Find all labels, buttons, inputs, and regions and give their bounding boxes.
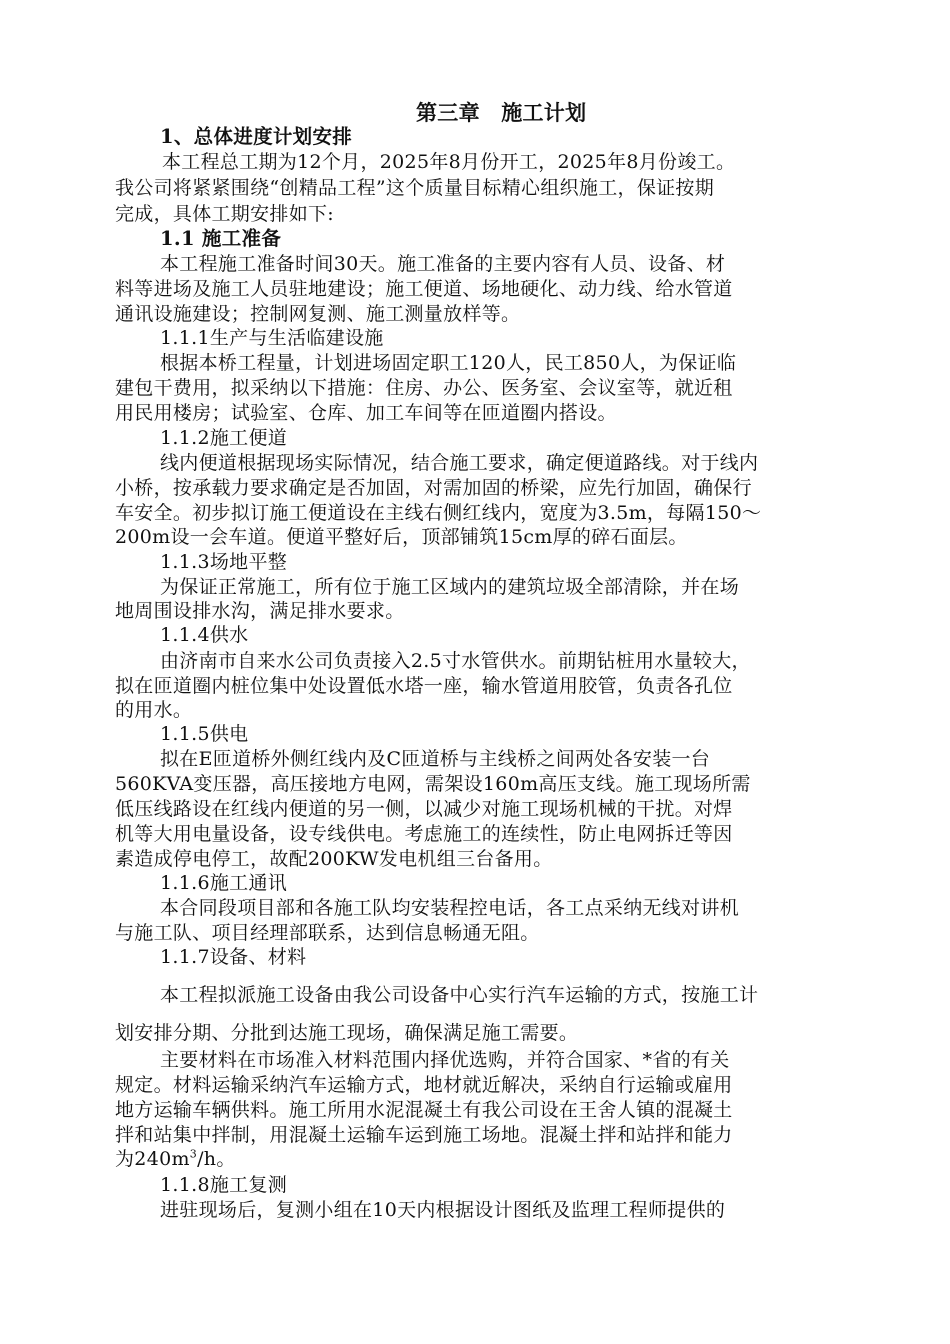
paragraph-line: 由济南市自来水公司负责接入2.5寸水管供水。前期钻桩用水量较大， <box>160 650 751 672</box>
paragraph-line: 本合同段项目部和各施工队均安装程控电话，各工点采纳无线对讲机 <box>160 897 740 919</box>
paragraph-line: 主要材料在市场准入材料范围内择优选购，并符合国家、*省的有关 <box>160 1049 730 1071</box>
paragraph-line: 低压线路设在红线内便道的另一侧，以减少对施工现场机械的干扰。对焊 <box>115 798 733 820</box>
section-heading: 1、总体进度计划安排 <box>160 125 353 148</box>
paragraph-line: 建包干费用，拟采纳以下措施：住房、办公、医务室、会议室等，就近租 <box>115 377 733 399</box>
paragraph-line: 本工程总工期为12个月，2025年8月份开工，2025年8月份竣工。 <box>162 151 736 173</box>
paragraph-line: 我公司将紧紧围绕“创精品工程”这个质量目标精心组织施工，保证按期 <box>115 177 715 199</box>
paragraph-line: 根据本桥工程量，计划进场固定职工120人，民工850人，为保证临 <box>160 352 737 374</box>
paragraph-line: 规定。材料运输采纳汽车运输方式，地材就近解决，采纳自行运输或雇用 <box>115 1074 733 1096</box>
rate-unit: /h。 <box>197 1148 236 1170</box>
paragraph-line: 车安全。初步拟订施工便道设在主线右侧红线内，宽度为3.5m，每隔150～ <box>115 502 762 524</box>
paragraph-line: 的用水。 <box>115 699 193 721</box>
paragraph-line: 本工程拟派施工设备由我公司设备中心实行汽车运输的方式，按施工计 <box>160 984 759 1006</box>
paragraph-line: 为保证正常施工，所有位于施工区域内的建筑垃圾全部清除，并在场 <box>160 576 740 598</box>
paragraph-line: 与施工队、项目经理部联系，达到信息畅通无阻。 <box>115 922 540 944</box>
subsection-heading: 1.1.5供电 <box>160 723 249 745</box>
rate-value: 为240m <box>115 1148 190 1170</box>
paragraph-line: 用民用楼房；试验室、仓库、加工车间等在匝道圈内搭设。 <box>115 402 617 424</box>
superscript: 3 <box>189 1147 198 1161</box>
subsection-heading: 1.1.2施工便道 <box>160 427 288 449</box>
paragraph-line: 拟在E匝道桥外侧红线内及C匝道桥与主线桥之间两处各安装一台 <box>160 748 711 770</box>
paragraph-line: 200m设一会车道。便道平整好后，顶部铺筑15cm厚的碎石面层。 <box>115 526 688 548</box>
paragraph-line: 小桥，按承载力要求确定是否加固，对需加固的桥梁，应先行加固，确保行 <box>115 477 752 499</box>
paragraph-line <box>115 1146 236 1172</box>
chapter-title: 第三章 施工计划 <box>416 100 587 125</box>
paragraph-line: 通讯设施建设；控制网复测、施工测量放样等。 <box>115 303 521 325</box>
subsection-heading: 1.1 施工准备 <box>160 227 282 250</box>
subsection-heading: 1.1.3场地平整 <box>160 551 288 573</box>
paragraph-line: 本工程施工准备时间30天。施工准备的主要内容有人员、设备、材 <box>160 253 726 275</box>
paragraph-line: 拌和站集中拌制，用混凝土运输车运到施工场地。混凝土拌和站拌和能力 <box>115 1124 733 1146</box>
subsection-heading: 1.1.6施工通讯 <box>160 872 288 894</box>
subsection-heading: 1.1.4供水 <box>160 624 249 646</box>
paragraph-line: 料等进场及施工人员驻地建设；施工便道、场地硬化、动力线、给水管道 <box>115 278 733 300</box>
paragraph-line: 机等大用电量设备，设专线供电。考虑施工的连续性，防止电网拆迁等因 <box>115 823 733 845</box>
paragraph-line: 划安排分期、分批到达施工现场，确保满足施工需要。 <box>115 1022 579 1044</box>
paragraph-line: 完成，具体工期安排如下: <box>115 203 335 225</box>
subsection-heading: 1.1.7设备、材料 <box>160 946 307 968</box>
subsection-heading: 1.1.8施工复测 <box>160 1174 288 1196</box>
paragraph-line: 进驻现场后，复测小组在10天内根据设计图纸及监理工程师提供的 <box>160 1199 726 1221</box>
paragraph-line: 地周围设排水沟，满足排水要求。 <box>115 600 405 622</box>
paragraph-line: 地方运输车辆供料。施工所用水泥混凝土有我公司设在王舍人镇的混凝土 <box>115 1099 733 1121</box>
paragraph-line: 560KVA变压器，高压接地方电网，需架设160m高压支线。施工现场所需 <box>115 773 751 795</box>
subsection-heading: 1.1.1生产与生活临建设施 <box>160 327 384 349</box>
paragraph-line: 拟在匝道圈内桩位集中处设置低水塔一座，输水管道用胶管，负责各孔位 <box>115 675 733 697</box>
paragraph-line: 素造成停电停工，故配200KW发电机组三台备用。 <box>115 848 553 870</box>
paragraph-line: 线内便道根据现场实际情况，结合施工要求，确定便道路线。对于线内 <box>160 452 759 474</box>
